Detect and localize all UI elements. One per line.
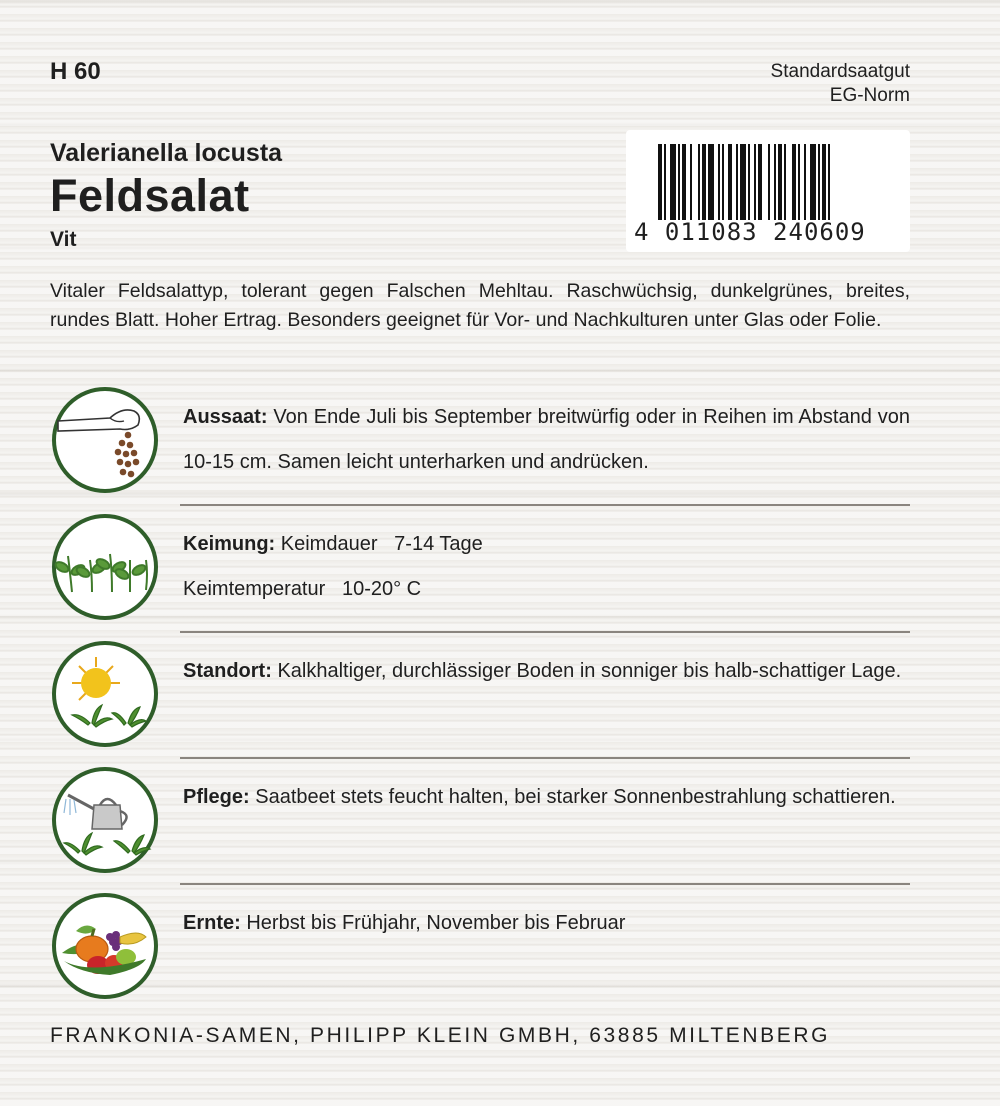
ernte-body: Herbst bis Frühjahr, November bis Februar: [240, 912, 626, 934]
sowing-hand-icon: [50, 385, 160, 495]
keimung-line-2: Keimtemperatur 10-20° C: [183, 578, 422, 600]
divider: [180, 631, 910, 633]
standard-line-1: Standardsaatgut: [770, 61, 910, 82]
keimung-text: [183, 522, 910, 612]
sun-plants-icon: [50, 639, 160, 749]
standort-text: [183, 649, 910, 694]
latin-name: Valerianella locusta: [50, 139, 283, 167]
divider: [180, 757, 910, 759]
variety-name: Vit: [50, 228, 77, 251]
keimung-duration: Keimdauer 7-14 Tage: [275, 533, 483, 555]
barcode-bars-icon: [658, 144, 886, 220]
product-code: H 60: [50, 58, 101, 85]
company-footer: FRANKONIA-SAMEN, PHILIPP KLEIN GMBH, 63885 MILTENBERG: [50, 1024, 831, 1047]
harvest-vegetables-icon: [50, 891, 160, 1001]
keimung-label: Keimung:: [183, 533, 276, 555]
standort-body: Kalkhaltiger, durchlässiger Boden in sonniger bis halb-schattiger Lage.: [271, 660, 902, 682]
standard-line-2: EG-Norm: [829, 85, 910, 106]
seed-standard: [771, 60, 910, 108]
page-title: Feldsalat: [50, 170, 250, 221]
aussaat-label: Aussaat:: [183, 406, 268, 428]
standort-label: Standort:: [183, 660, 272, 682]
divider: [180, 883, 910, 885]
pflege-label: Pflege:: [183, 786, 250, 808]
pflege-text: [183, 775, 910, 820]
ernte-label: Ernte:: [183, 912, 241, 934]
aussaat-body: Von Ende Juli bis September breitwürfig oder in Reihen im Abstand von 10-15 cm. Samen leicht unterharken und andrücken.: [183, 406, 910, 473]
aussaat-text: [183, 395, 910, 485]
pflege-body: Saatbeet stets feucht halten, bei starker Sonnenbestrahlung schattieren.: [249, 786, 896, 808]
ernte-text: [183, 901, 910, 946]
product-description: Vitaler Feldsalattyp, tolerant gegen Falschen Mehltau. Raschwüchsig, dunkelgrünes, breites, rundes Blatt. Hoher Ertrag. Besonders geeignet für Vor- und Nachkulturen unter Glas oder Folie.: [50, 280, 910, 331]
watering-can-icon: [50, 765, 160, 875]
barcode: [626, 130, 910, 252]
seedlings-icon: [50, 512, 160, 622]
keimung-line-1: [183, 522, 910, 567]
barcode-number: 4 011083 240609: [634, 218, 866, 246]
divider: [180, 504, 910, 506]
